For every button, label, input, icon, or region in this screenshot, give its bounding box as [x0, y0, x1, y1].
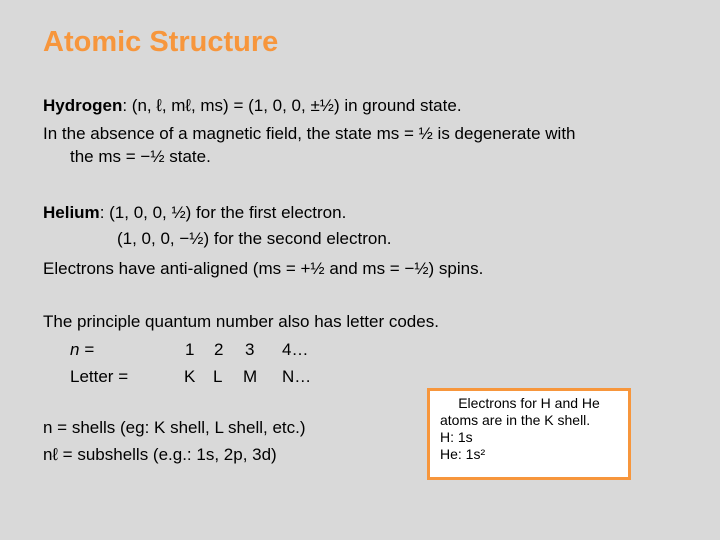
letter-value: M: [243, 367, 258, 386]
callout-line: He: 1s²: [440, 446, 486, 462]
helium-first-electron: : (1, 0, 0, ½) for the first electron.: [99, 203, 347, 222]
hydrogen-line-2: In the absence of a magnetic field, the state ms = ½ is degenerate with: [43, 124, 576, 143]
hydrogen-line-1: [43, 96, 462, 116]
letter-value: L: [213, 367, 223, 386]
hydrogen-line-3: the ms = −½ state.: [70, 147, 211, 166]
letter-codes-intro: The principle quantum number also has letter codes.: [43, 312, 439, 331]
shells-definition: n = shells (eg: K shell, L shell, etc.): [43, 418, 306, 437]
helium-label: Helium: [43, 203, 100, 222]
page-title: Atomic Structure: [43, 26, 279, 58]
callout-line: H: 1s: [440, 429, 473, 445]
letter-row-label: Letter =: [70, 367, 129, 386]
helium-line-1: [43, 203, 346, 223]
letter-value: N…: [282, 367, 312, 386]
n-value: 1: [185, 340, 195, 359]
n-value: 3: [245, 340, 255, 359]
n-value: 2: [214, 340, 224, 359]
hydrogen-label: Hydrogen: [43, 96, 123, 115]
helium-line-2: (1, 0, 0, −½) for the second electron.: [117, 229, 392, 248]
letter-value: K: [184, 367, 196, 386]
hydrogen-quantum-numbers: : (n, ℓ, mℓ, ms) = (1, 0, 0, ±½) in ground state.: [122, 96, 462, 115]
n-value: 4…: [282, 340, 309, 359]
helium-line-3: Electrons have anti-aligned (ms = +½ and ms = −½) spins.: [43, 259, 484, 278]
n-row-label: n =: [70, 340, 95, 359]
callout-box: [427, 388, 631, 480]
callout-line: Electrons for H and He: [458, 395, 600, 411]
subshells-definition: nℓ = subshells (e.g.: 1s, 2p, 3d): [43, 445, 277, 464]
callout-line: atoms are in the K shell.: [440, 412, 591, 428]
